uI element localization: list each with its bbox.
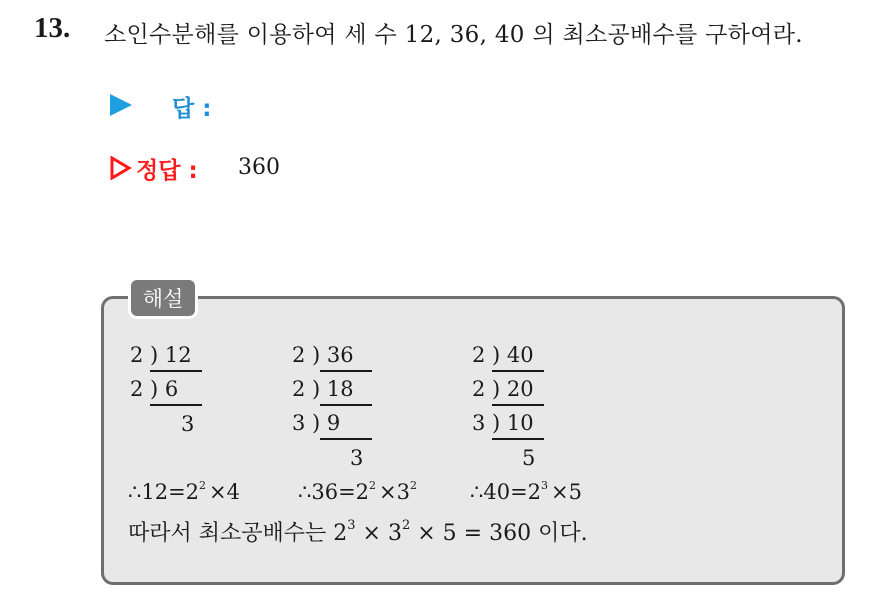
col2-row4: 3 xyxy=(350,446,364,470)
col2-divider1 xyxy=(320,370,372,372)
question-number: 13. xyxy=(34,12,71,44)
result-12 xyxy=(128,479,240,509)
col3-row4: 5 xyxy=(522,446,536,470)
answer-label: 답 : xyxy=(172,96,212,122)
col2-row1: 2 ) 36 xyxy=(292,343,354,367)
result-40 xyxy=(470,479,582,509)
conclusion-pre: 따라서 최소공배수는 2 xyxy=(128,521,348,546)
col1-row3: 3 xyxy=(181,412,195,436)
correct-answer-value: 360 xyxy=(238,155,280,180)
result-36-exponent: 2 xyxy=(369,479,377,492)
outline-triangle-icon xyxy=(110,156,132,180)
conclusion-exponent2: 2 xyxy=(401,518,411,533)
result-12-rest: ×4 xyxy=(209,480,241,504)
col1-row2: 2 ) 6 xyxy=(130,377,179,401)
conclusion-text xyxy=(128,518,588,550)
col1-row1: 2 ) 12 xyxy=(130,343,192,367)
result-40-rest: ×5 xyxy=(551,480,583,504)
explanation-tab: 해설 xyxy=(128,277,198,319)
conclusion-mid: × 3 xyxy=(355,521,402,546)
result-36 xyxy=(298,479,417,509)
col3-divider3 xyxy=(492,438,544,440)
col3-row1: 2 ) 40 xyxy=(472,343,534,367)
result-36-mid: ×3 xyxy=(379,480,411,504)
col3-divider2 xyxy=(492,404,544,406)
col2-row3: 3 ) 9 xyxy=(292,411,341,435)
col1-divider1 xyxy=(150,370,202,372)
col3-row2: 2 ) 20 xyxy=(472,377,534,401)
result-36-base: ∴36=2 xyxy=(298,480,370,504)
result-40-exponent: 3 xyxy=(541,479,549,492)
result-36-exponent2: 2 xyxy=(410,479,418,492)
question-text: 소인수분해를 이용하여 세 수 12, 36, 40 의 최소공배수를 구하여라. xyxy=(104,22,803,48)
col3-row3: 3 ) 10 xyxy=(472,411,534,435)
conclusion-post: × 5 = 360 이다. xyxy=(410,521,588,546)
col2-divider2 xyxy=(320,404,372,406)
result-12-base: ∴12=2 xyxy=(128,480,200,504)
result-40-base: ∴40=2 xyxy=(470,480,542,504)
result-12-exponent: 2 xyxy=(199,479,207,492)
col2-divider3 xyxy=(320,438,372,440)
col2-row2: 2 ) 18 xyxy=(292,377,354,401)
col1-divider2 xyxy=(150,404,202,406)
correct-answer-label: 정답 : xyxy=(136,158,198,184)
conclusion-exponent1: 3 xyxy=(347,518,356,533)
col3-divider1 xyxy=(492,370,544,372)
filled-triangle-icon xyxy=(110,94,132,116)
